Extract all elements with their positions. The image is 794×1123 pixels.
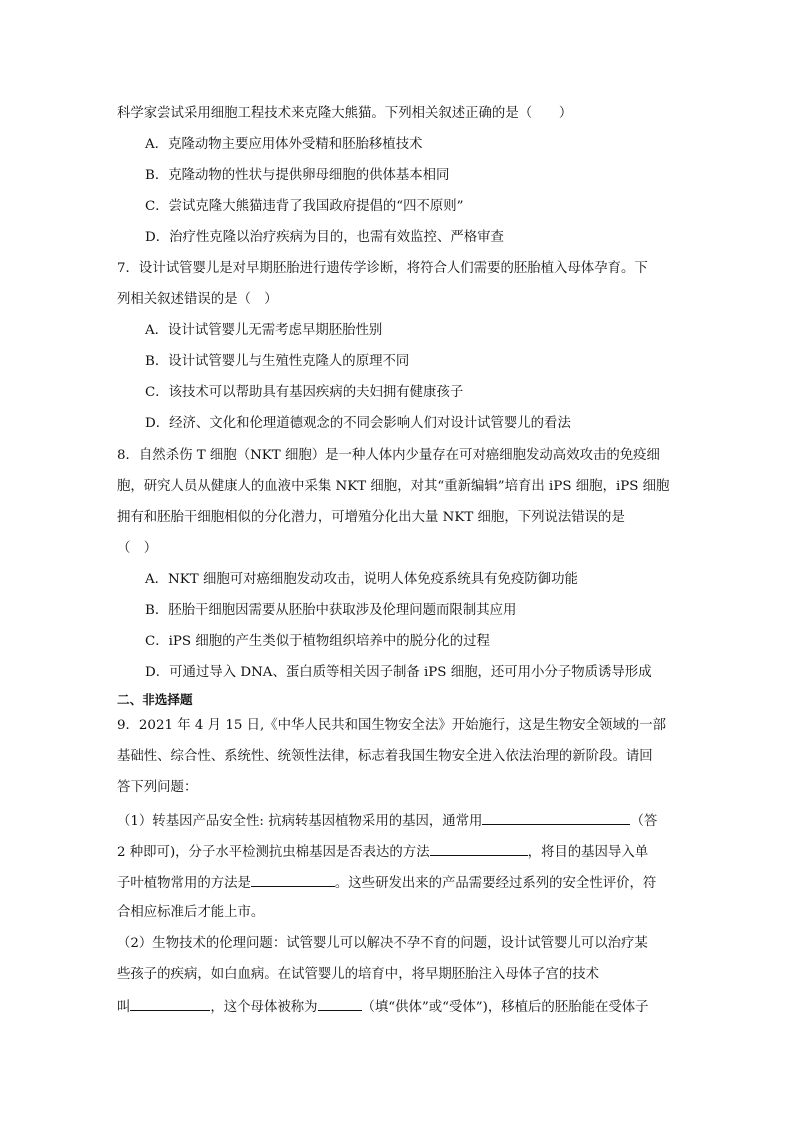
q9-part2-line-3 (117, 996, 649, 1018)
q9-part1-line-1 (117, 810, 657, 832)
q9-part1-text-d: ，将目的基因导入单 (527, 845, 649, 860)
q9-stem-line-1: 9．2021 年 4 月 15 日,《中华人民共和国生物安全法》开始施行，这是生物安全领域的一部 (117, 718, 666, 733)
q9-stem-line-3: 答下列问题： (117, 780, 198, 795)
q6-stem: 科学家尝试采用细胞工程技术来克隆大熊猫。下列相关叙述正确的是（ ） (117, 106, 573, 121)
q9-part2-line-2: 些孩子的疾病，如白血病。在试管婴儿的培育中，将早期胚胎注入母体子宫的技术 (117, 967, 600, 982)
q6-option-c: C．尝试克隆大熊猫违背了我国政府提倡的“四不原则” (145, 199, 464, 214)
q8-option-c: C．iPS 细胞的产生类似于植物组织培养中的脱分化的过程 (145, 634, 490, 649)
q9-part1-text-b: （答 (630, 814, 658, 829)
q9-stem-line-2: 基础性、综合性、系统性、统领性法律，标志着我国生物安全进入依法治理的新阶段。请回 (117, 749, 653, 764)
answer-blank-3[interactable] (251, 872, 335, 887)
q9-part1-text-a: （1）转基因产品安全性: 抗病转基因植物采用的基因，通常用 (117, 814, 483, 829)
q9-part1-line-4: 合相应标准后才能上市。 (117, 905, 265, 920)
answer-blank-1[interactable] (482, 810, 630, 825)
q8-option-b: B．胚胎干细胞因需要从胚胎中获取涉及伦理问题而限制其应用 (145, 603, 517, 618)
q7-stem-line-1: 7．设计试管婴儿是对早期胚胎进行遗传学诊断，将符合人们需要的胚胎植入母体孕育。下 (117, 261, 648, 276)
q8-stem-line-3: 拥有和胚胎干细胞相似的分化潜力，可增殖分化出大量 NKT 细胞，下列说法错误的是 (117, 510, 625, 525)
q7-option-a: A．设计试管婴儿无需考虑早期胚胎性别 (145, 323, 383, 338)
q9-part2-text-e: （填“供体”或“受体”)，移植后的胚胎能在受体子 (361, 1000, 649, 1015)
q7-option-c: C．该技术可以帮助具有基因疾病的夫妇拥有健康孩子 (145, 385, 464, 400)
q8-stem-line-1: 8．自然杀伤 T 细胞（NKT 细胞）是一种人体内少量存在可对癌细胞发动高效攻击的免疫细 (117, 448, 660, 463)
q9-part2-text-c: 叫 (117, 1000, 131, 1015)
answer-blank-5[interactable] (318, 996, 362, 1011)
q6-option-d: D．治疗性克隆以治疗疾病为目的，也需有效监控、严格审查 (145, 230, 504, 245)
q9-part1-text-c: 2 种即可)，分子水平检测抗虫棉基因是否表达的方法 (117, 845, 430, 860)
q7-stem-line-2: 列相关叙述错误的是（ ） (117, 292, 278, 307)
q9-part1-line-3 (117, 872, 656, 894)
q6-option-b: B．克隆动物的性状与提供卵母细胞的供体基本相同 (145, 168, 450, 183)
q9-part1-line-2 (117, 841, 648, 863)
q9-part2-line-1: （2）生物技术的伦理问题：试管婴儿可以解决不孕不育的问题，设计试管婴儿可以治疗某 (117, 936, 648, 951)
q9-part1-text-e: 子叶植物常用的方法是 (117, 876, 251, 891)
answer-blank-2[interactable] (430, 841, 528, 856)
q8-option-a: A．NKT 细胞可对癌细胞发动攻击，说明人体免疫系统具有免疫防御功能 (145, 572, 578, 587)
section-heading: 二、非选择题 (117, 692, 193, 707)
q8-option-d: D．可通过导入 DNA、蛋白质等相关因子制备 iPS 细胞，还可用小分子物质诱导形成 (145, 665, 652, 680)
q9-part2-text-d: ，这个母体被称为 (210, 1000, 318, 1015)
q6-option-a: A．克隆动物主要应用体外受精和胚胎移植技术 (145, 137, 423, 152)
q8-stem-line-4: （ ） (117, 541, 158, 556)
answer-blank-4[interactable] (130, 996, 210, 1011)
q8-stem-line-2: 胞，研究人员从健康人的血液中采集 NKT 细胞，对其“重新编辑”培育出 iPS 细胞，iPS 细胞 (117, 479, 670, 494)
q7-option-b: B．设计试管婴儿与生殖性克隆人的原理不同 (145, 354, 410, 369)
q7-option-d: D．经济、文化和伦理道德观念的不同会影响人们对设计试管婴儿的看法 (145, 416, 571, 431)
q9-part1-text-f: 。这些研发出来的产品需要经过系列的安全性评价，符 (334, 876, 657, 891)
